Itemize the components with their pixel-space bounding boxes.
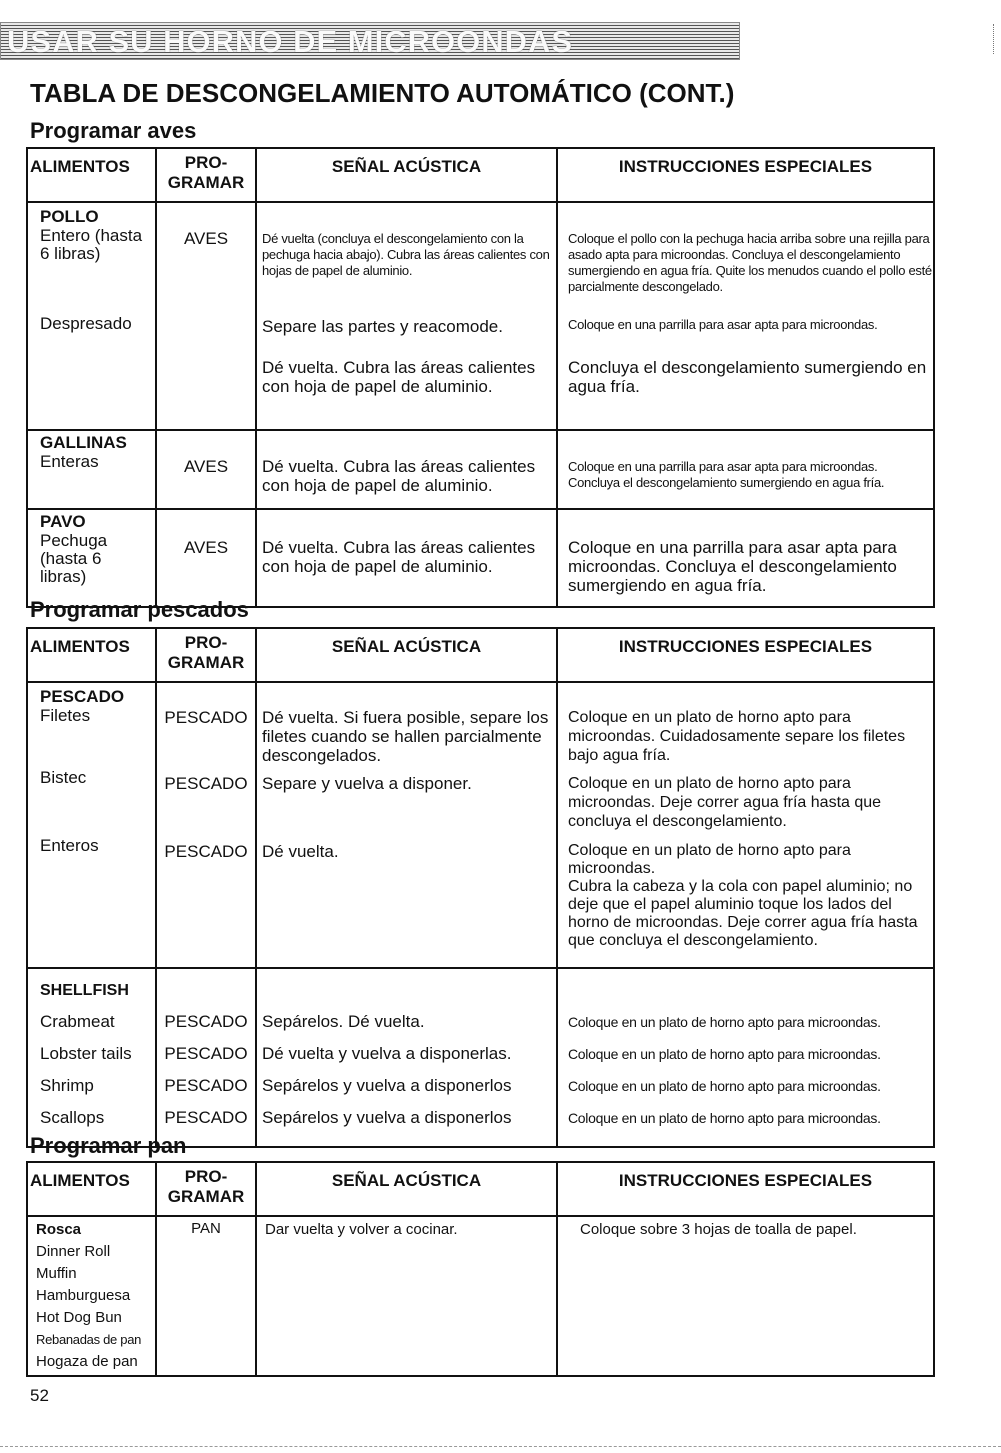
signal-text: Dé vuelta. Cubra las áreas calientes con hoja de papel de aluminio.	[262, 538, 536, 576]
instruction-text: Coloque en un plato de horno apto para microondas. Deje correr agua fría hasta que concluya el descongelamiento.	[568, 775, 882, 830]
program-value: PESCADO	[164, 1012, 248, 1031]
instruction-text: Coloque en un plato de horno apto para microondas.	[568, 1078, 881, 1094]
food-item: Hot Dog Bun	[36, 1309, 122, 1326]
page-title: TABLA DE DESCONGELAMIENTO AUTOMÁTICO (CONT.)	[30, 78, 735, 108]
section-title-pescados: Programar pescados	[30, 597, 249, 622]
program-value: AVES	[183, 229, 229, 248]
col-header-programar: PRO- GRAMAR	[156, 1162, 256, 1216]
program-value: PESCADO	[164, 1044, 248, 1063]
page-bottom-edge	[0, 1446, 1001, 1447]
signal-text: Dé vuelta.	[262, 842, 339, 861]
signal-text: Dar vuelta y volver a cocinar.	[265, 1221, 458, 1238]
food-item: Filetes	[40, 706, 91, 725]
food-item: Dinner Roll	[36, 1243, 111, 1260]
instruction-text: Coloque en una parrilla para asar apta para microondas.	[568, 317, 878, 332]
instruction-text: Concluya el descongelamiento sumergiendo en agua fría.	[568, 475, 885, 490]
food-item: Hamburguesa	[36, 1287, 131, 1304]
instruction-text: Coloque en un plato de horno apto para microondas.	[568, 842, 851, 877]
instruction-text: Cubra la cabeza y la cola con papel aluminio; no deje que el papel aluminio toque los lados del horno de microondas. Deje correr agua fría hasta que concluya el descongelamiento.	[568, 878, 918, 949]
signal-text: Dé vuelta y vuelva a disponerlas.	[262, 1044, 512, 1063]
group-name: POLLO	[40, 207, 99, 226]
aves-table	[26, 147, 935, 608]
col-header-alimentos: ALIMENTOS	[27, 1162, 156, 1216]
col-header-programar: PRO- GRAMAR	[156, 628, 256, 682]
signal-text: Separe las partes y reacomode.	[262, 317, 503, 336]
col-header-alimentos: ALIMENTOS	[27, 628, 156, 682]
food-item: Rosca	[36, 1221, 82, 1238]
table-header-row	[27, 1162, 934, 1216]
food-item: Pechuga (hasta 6 libras)	[40, 531, 108, 586]
program-value: PESCADO	[164, 708, 248, 727]
col-header-senal: SEÑAL ACÚSTICA	[256, 148, 557, 202]
program-value: PESCADO	[164, 842, 248, 861]
col-header-instrucciones: INSTRUCCIONES ESPECIALES	[557, 1162, 934, 1216]
group-name: SHELLFISH	[40, 982, 129, 999]
group-name: GALLINAS	[40, 433, 127, 452]
table-header-row	[27, 148, 934, 202]
table-row-pavo	[27, 509, 934, 607]
table-row-pescado	[27, 682, 934, 968]
program-value: PESCADO	[164, 1076, 248, 1095]
food-item: Hogaza de pan	[36, 1353, 138, 1370]
col-header-instrucciones: INSTRUCCIONES ESPECIALES	[557, 628, 934, 682]
table-row-pan	[27, 1216, 934, 1376]
food-item: Enteros	[40, 836, 99, 855]
section-title-aves: Programar aves	[30, 118, 197, 143]
signal-text: Sepárelos y vuelva a disponerlos	[262, 1108, 512, 1127]
instruction-text: Coloque en un plato de horno apto para microondas.	[568, 1014, 881, 1030]
food-item: Muffin	[36, 1265, 77, 1282]
table-row-gallinas	[27, 430, 934, 509]
table-row-pollo	[27, 202, 934, 430]
signal-text: Separe y vuelva a disponer.	[262, 774, 472, 793]
program-value: PESCADO	[164, 774, 248, 793]
food-item: Despresado	[40, 314, 132, 333]
col-header-instrucciones: INSTRUCCIONES ESPECIALES	[557, 148, 934, 202]
food-item: Entero (hasta 6 libras)	[40, 226, 143, 263]
group-name: PAVO	[40, 512, 86, 531]
col-header-senal: SEÑAL ACÚSTICA	[256, 1162, 557, 1216]
signal-text: Dé vuelta. Cubra las áreas calientes con hoja de papel de aluminio.	[262, 358, 536, 396]
pescados-table	[26, 627, 935, 1148]
instruction-text: Coloque en una parrilla para asar apta para microondas. Concluya el descongelamiento sumergiendo en agua fría.	[568, 538, 897, 595]
instruction-text: Coloque en un plato de horno apto para microondas.	[568, 1046, 881, 1062]
program-value: PESCADO	[164, 1108, 248, 1127]
program-value: PAN	[191, 1220, 221, 1237]
program-value: AVES	[183, 538, 229, 557]
program-value: AVES	[183, 457, 229, 476]
section-title-pan: Programar pan	[30, 1133, 187, 1158]
instruction-text: Coloque en un plato de horno apto para microondas. Cuidadosamente separe los filetes bajo agua fría.	[568, 709, 906, 764]
signal-text: Dé vuelta. Cubra las áreas calientes con hoja de papel de aluminio.	[262, 457, 536, 495]
signal-text: Sepárelos y vuelva a disponerlos	[262, 1076, 512, 1095]
instruction-text: Coloque en un plato de horno apto para microondas.	[568, 1110, 881, 1126]
instruction-text: Coloque el pollo con la pechuga hacia arriba sobre una rejilla para asado apta para microondas. Concluya el descongelamiento sumergiendo en agua fría. Quite los menudos cuando el pollo esté parcialmente descongelado.	[568, 231, 932, 294]
food-item: Enteras	[40, 452, 99, 471]
pan-table	[26, 1161, 935, 1377]
food-item: Crabmeat	[40, 1012, 115, 1031]
section-banner-text: USAR SU HORNO DE MICROONDAS	[7, 24, 574, 59]
signal-text: Dé vuelta. Si fuera posible, separe los filetes cuando se hallen parcialmente descongelados.	[262, 708, 549, 765]
scan-edge-mark	[993, 24, 996, 54]
food-item: Rebanadas de pan	[36, 1332, 142, 1347]
table-row-shellfish	[27, 968, 934, 1147]
food-item: Lobster tails	[40, 1044, 132, 1063]
section-banner	[0, 22, 740, 60]
col-header-programar: PRO- GRAMAR	[156, 148, 256, 202]
instruction-text: Concluya el descongelamiento sumergiendo en agua fría.	[568, 358, 927, 396]
table-header-row	[27, 628, 934, 682]
instruction-text: Coloque sobre 3 hojas de toalla de papel.	[580, 1221, 857, 1238]
col-header-senal: SEÑAL ACÚSTICA	[256, 628, 557, 682]
signal-text: Dé vuelta (concluya el descongelamiento con la pechuga hacia abajo). Cubra las áreas calientes con hojas de papel de aluminio.	[262, 231, 550, 278]
col-header-alimentos: ALIMENTOS	[27, 148, 156, 202]
instruction-text: Coloque en una parrilla para asar apta para microondas.	[568, 459, 878, 474]
food-item: Bistec	[40, 768, 87, 787]
page-number: 52	[30, 1386, 49, 1405]
food-item: Shrimp	[40, 1076, 94, 1095]
signal-text: Sepárelos. Dé vuelta.	[262, 1012, 425, 1031]
food-item: Scallops	[40, 1108, 105, 1127]
group-name: PESCADO	[40, 687, 125, 706]
